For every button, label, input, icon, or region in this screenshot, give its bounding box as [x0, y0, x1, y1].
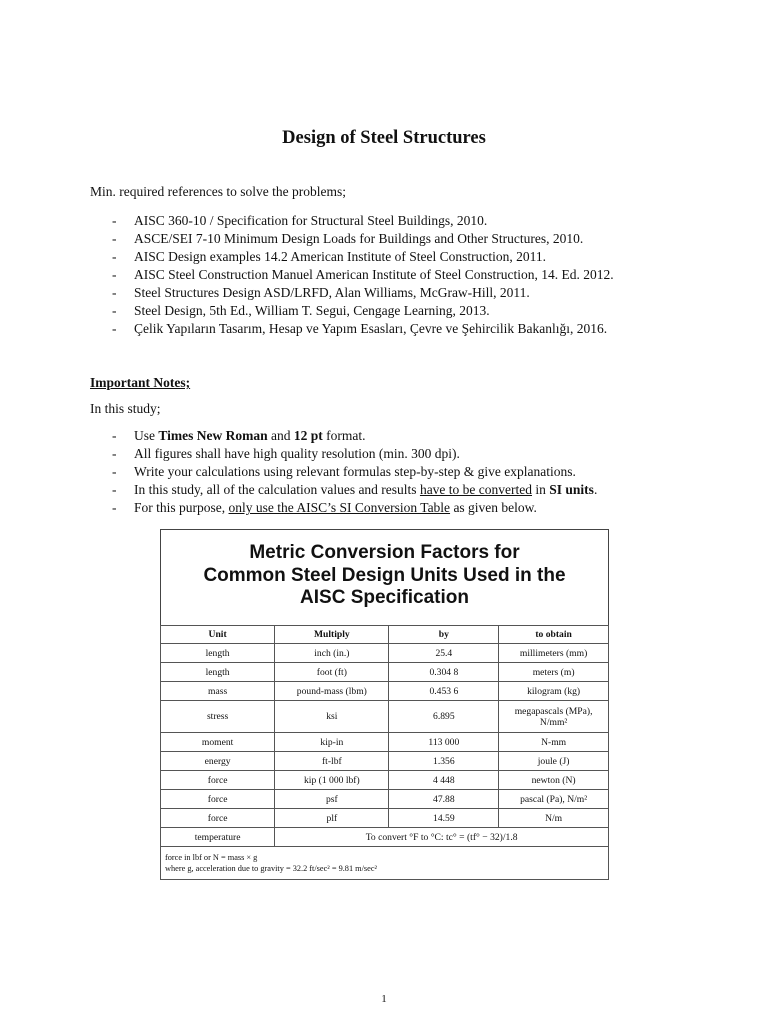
- table-row: length foot (ft) 0.304 8 meters (m): [161, 663, 609, 682]
- list-item: - Çelik Yapıların Tasarım, Hesap ve Yapım Esasları, Çevre ve Şehircilik Bakanlığı, 2016.: [112, 321, 608, 336]
- temperature-formula: To convert °F to °C: tc° = (tf° − 32)/1.8: [275, 828, 609, 847]
- table-row: force plf 14.59 N/m: [161, 809, 609, 828]
- list-item: - Write your calculations using relevant formulas step-by-step & give explanations.: [112, 464, 576, 479]
- conversion-table-title: Metric Conversion Factors for Common Steel Design Units Used in the AISC Specification: [203, 542, 566, 608]
- list-item: - Steel Design, 5th Ed., William T. Segui, Cengage Learning, 2013.: [112, 303, 490, 318]
- list-item: - In this study, all of the calculation values and results have to be converted in SI units.: [112, 482, 598, 497]
- list-item: - For this purpose, only use the AISC’s SI Conversion Table as given below.: [112, 500, 537, 515]
- table-row: energy ft-lbf 1.356 joule (J): [161, 752, 609, 771]
- list-item: - Steel Structures Design ASD/LRFD, Alan Williams, McGraw-Hill, 2011.: [112, 285, 530, 300]
- table-footnote: force in lbf or N = mass × g where g, acceleration due to gravity = 32.2 ft/sec² = 9.81 m/sec²: [161, 847, 609, 880]
- references-list: [90, 212, 614, 338]
- table-row: stress ksi 6.895 megapascals (MPa), N/mm²: [161, 701, 609, 733]
- table-header-row: [161, 626, 609, 644]
- header-multiply: Multiply: [275, 626, 389, 644]
- header-to-obtain: to obtain: [499, 626, 609, 644]
- document-title: Design of Steel Structures: [282, 128, 486, 148]
- table-row: force kip (1 000 lbf) 4 448 newton (N): [161, 771, 609, 790]
- notes-list: [90, 427, 597, 517]
- list-item: - AISC Design examples 14.2 American Institute of Steel Construction, 2011.: [112, 249, 546, 264]
- list-item: - ASCE/SEI 7-10 Minimum Design Loads for Buildings and Other Structures, 2010.: [112, 231, 584, 246]
- table-row: moment kip-in 113 000 N-mm: [161, 733, 609, 752]
- header-unit: Unit: [161, 626, 275, 644]
- table-footnote-row: [161, 847, 609, 880]
- notes-intro: In this study;: [90, 401, 161, 416]
- header-by: by: [389, 626, 499, 644]
- references-intro: Min. required references to solve the problems;: [90, 184, 347, 199]
- list-item: - All figures shall have high quality resolution (min. 300 dpi).: [112, 446, 460, 461]
- list-item: - Use Times New Roman and 12 pt format.: [112, 428, 366, 443]
- table-row: length inch (in.) 25.4 millimeters (mm): [161, 644, 609, 663]
- conversion-table: [160, 625, 609, 880]
- notes-heading: Important Notes;: [90, 375, 191, 390]
- table-row: mass pound-mass (lbm) 0.453 6 kilogram (kg): [161, 682, 609, 701]
- list-item: - AISC Steel Construction Manuel American Institute of Steel Construction, 14. Ed. 2012.: [112, 267, 614, 282]
- table-row-temperature: temperature To convert °F to °C: tc° = (tf° − 32)/1.8: [161, 828, 609, 847]
- page-number: 1: [381, 993, 387, 1005]
- list-item: - AISC 360-10 / Specification for Structural Steel Buildings, 2010.: [112, 213, 488, 228]
- table-row: force psf 47.88 pascal (Pa), N/m²: [161, 790, 609, 809]
